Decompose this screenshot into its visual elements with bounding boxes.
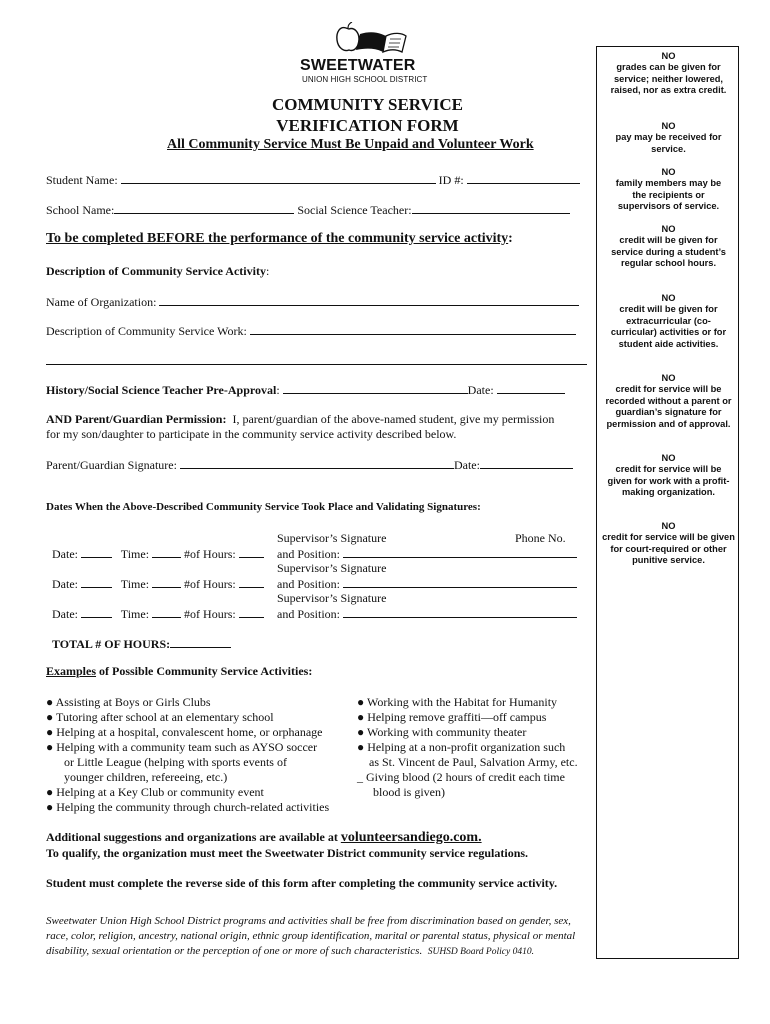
example-left-2: ● Tutoring after school at an elementary school <box>46 710 274 724</box>
teacher-field[interactable] <box>412 202 570 214</box>
position-row-3: and Position: <box>277 606 577 622</box>
work-field[interactable] <box>250 323 576 335</box>
rule-1: NO grades can be given for service; neither lowered, raised, nor as extra credit. <box>610 51 727 96</box>
supervisor-label-1: Supervisor’s Signature <box>277 531 387 545</box>
reverse-line: Student must complete the reverse side of this form after completing the community service activity. <box>46 876 558 890</box>
example-left-4: ● Helping with a community team such as AYSO soccer <box>46 740 318 754</box>
parent-signature-label: Parent/Guardian Signature: <box>46 458 177 472</box>
school-name-label: School Name: <box>46 203 115 217</box>
example-left-6: younger children, refereeing, etc.) <box>64 770 228 784</box>
signature-field-1[interactable] <box>343 546 577 558</box>
additional-line: Additional suggestions and organizations are available at volunteersandiego.com. <box>46 830 482 845</box>
student-name-field[interactable] <box>121 172 436 184</box>
organization-row <box>46 294 579 310</box>
example-right-6: _ Giving blood (2 hours of credit each time <box>357 770 565 784</box>
description-heading: Description of Community Service Activity: <box>46 264 270 278</box>
qualify-line: To qualify, the organization must meet the Sweetwater District community service regulations. <box>46 846 529 860</box>
policy-footer: Sweetwater Union High School District programs and activities shall be free from discrimination based on gender, sex, race, color, religion, ancestry, national origin, ethnic group identification, marital or parental status, physical or mental disability, sexual orientation or the perception of one or more of such characteristics. SUHSD Board Policy 0410. <box>46 915 576 957</box>
form-title-line2: VERIFICATION FORM <box>276 116 459 135</box>
rule-6: NO credit for service will be recorded without a parent or guardian’s signature for permission and of approval. <box>605 373 732 429</box>
rules-sidebar <box>596 46 739 959</box>
school-row <box>46 202 570 218</box>
hours-field-3[interactable] <box>239 606 264 618</box>
supervisor-label-2: Supervisor’s Signature <box>277 561 387 575</box>
book-icon <box>356 32 386 52</box>
school-name-field[interactable] <box>114 202 294 214</box>
example-right-2: ● Helping remove graffiti—off campus <box>357 710 547 724</box>
date-field-1[interactable] <box>81 546 112 558</box>
examples-heading: Examples of Possible Community Service Activities: <box>46 664 313 678</box>
time-field-2[interactable] <box>152 576 181 588</box>
supervisor-label-3: Supervisor’s Signature <box>277 591 387 605</box>
work-label: Description of Community Service Work: <box>46 324 247 338</box>
apple-icon <box>337 28 359 51</box>
preapproval-field[interactable] <box>283 382 468 394</box>
rule-2: NO pay may be received for service. <box>615 121 722 154</box>
dates-heading: Dates When the Above-Described Community Service Took Place and Validating Signatures: <box>46 501 481 513</box>
position-row-1: and Position: <box>277 546 577 562</box>
total-hours-field[interactable] <box>170 636 231 648</box>
rule-7: NO credit for service will be given for work with a profit-making organization. <box>607 453 730 498</box>
logo-name: SWEETWATER <box>300 57 416 74</box>
permission-line2: for my son/daughter to participate in the community service activity described below. <box>46 427 457 441</box>
example-left-5: or Little League (helping with sports events of <box>64 755 287 769</box>
time-field-3[interactable] <box>152 606 181 618</box>
rule-4: NO credit will be given for service during a student’s regular school hours. <box>611 224 726 269</box>
hours-row-3: Date: Time: #of Hours: <box>52 606 264 622</box>
student-id-field[interactable] <box>467 172 580 184</box>
preapproval-date-field[interactable] <box>497 382 565 394</box>
rule-3: NO family members may be the recipients or supervisors of service. <box>615 167 722 212</box>
preapproval-label: History/Social Science Teacher Pre-Approval <box>46 383 277 397</box>
signature-field-2[interactable] <box>343 576 577 588</box>
student-name-label: Student Name: <box>46 173 118 187</box>
organization-field[interactable] <box>159 294 579 306</box>
example-right-5: as St. Vincent de Paul, Salvation Army, etc. <box>369 755 578 769</box>
example-left-3: ● Helping at a hospital, convalescent home, or orphanage <box>46 725 323 739</box>
hours-row-2: Date: Time: #of Hours: <box>52 576 264 592</box>
rule-5: NO credit will be given for extracurricular (co-curricular) activities or for student aide activities. <box>610 293 727 349</box>
student-id-label: ID #: <box>438 173 464 187</box>
example-right-3: ● Working with community theater <box>357 725 527 739</box>
work-row <box>46 323 576 339</box>
example-right-1: ● Working with the Habitat for Humanity <box>357 695 558 709</box>
parent-date-field[interactable] <box>480 457 573 469</box>
date-field-2[interactable] <box>81 576 112 588</box>
total-hours-label: TOTAL # OF HOURS: <box>52 637 171 651</box>
hours-field-1[interactable] <box>239 546 264 558</box>
time-field-1[interactable] <box>152 546 181 558</box>
signature-field-3[interactable] <box>343 606 577 618</box>
parent-signature-field[interactable] <box>180 457 454 469</box>
permission-line1: AND Parent/Guardian Permission: I, parent/guardian of the above-named student, give my permission <box>46 412 555 426</box>
volunteer-link[interactable]: volunteersandiego.com. <box>340 830 482 845</box>
work-field-line2[interactable] <box>46 364 587 365</box>
example-right-4: ● Helping at a non-profit organization such <box>357 740 566 754</box>
parent-signature-row <box>46 457 573 473</box>
date-field-3[interactable] <box>81 606 112 618</box>
example-left-1: ● Assisting at Boys or Girls Clubs <box>46 695 211 709</box>
preapproval-date-label: Date: <box>467 383 494 397</box>
organization-label: Name of Organization: <box>46 295 157 309</box>
phone-label: Phone No. <box>515 531 566 545</box>
form-title-line1: COMMUNITY SERVICE <box>272 95 463 114</box>
example-right-7: blood is given) <box>373 785 445 799</box>
hours-field-2[interactable] <box>239 576 264 588</box>
example-left-8: ● Helping the community through church-related activities <box>46 800 330 814</box>
hours-row-1: Date: Time: #of Hours: <box>52 546 264 562</box>
parent-date-label: Date: <box>453 458 480 472</box>
position-row-2: and Position: <box>277 576 577 592</box>
teacher-label: Social Science Teacher: <box>297 203 412 217</box>
logo-subtitle: UNION HIGH SCHOOL DISTRICT <box>302 75 428 84</box>
preapproval-row: History/Social Science Teacher Pre-Approval: Date: <box>46 382 565 398</box>
before-heading: To be completed BEFORE the performance of the community service activity: <box>46 231 513 246</box>
form-subtitle: All Community Service Must Be Unpaid and Volunteer Work <box>167 137 534 152</box>
example-left-7: ● Helping at a Key Club or community event <box>46 785 264 799</box>
student-name-row <box>46 172 580 188</box>
total-hours-row <box>52 636 231 652</box>
rule-8: NO credit for service will be given for court-required or other punitive service. <box>602 521 735 566</box>
